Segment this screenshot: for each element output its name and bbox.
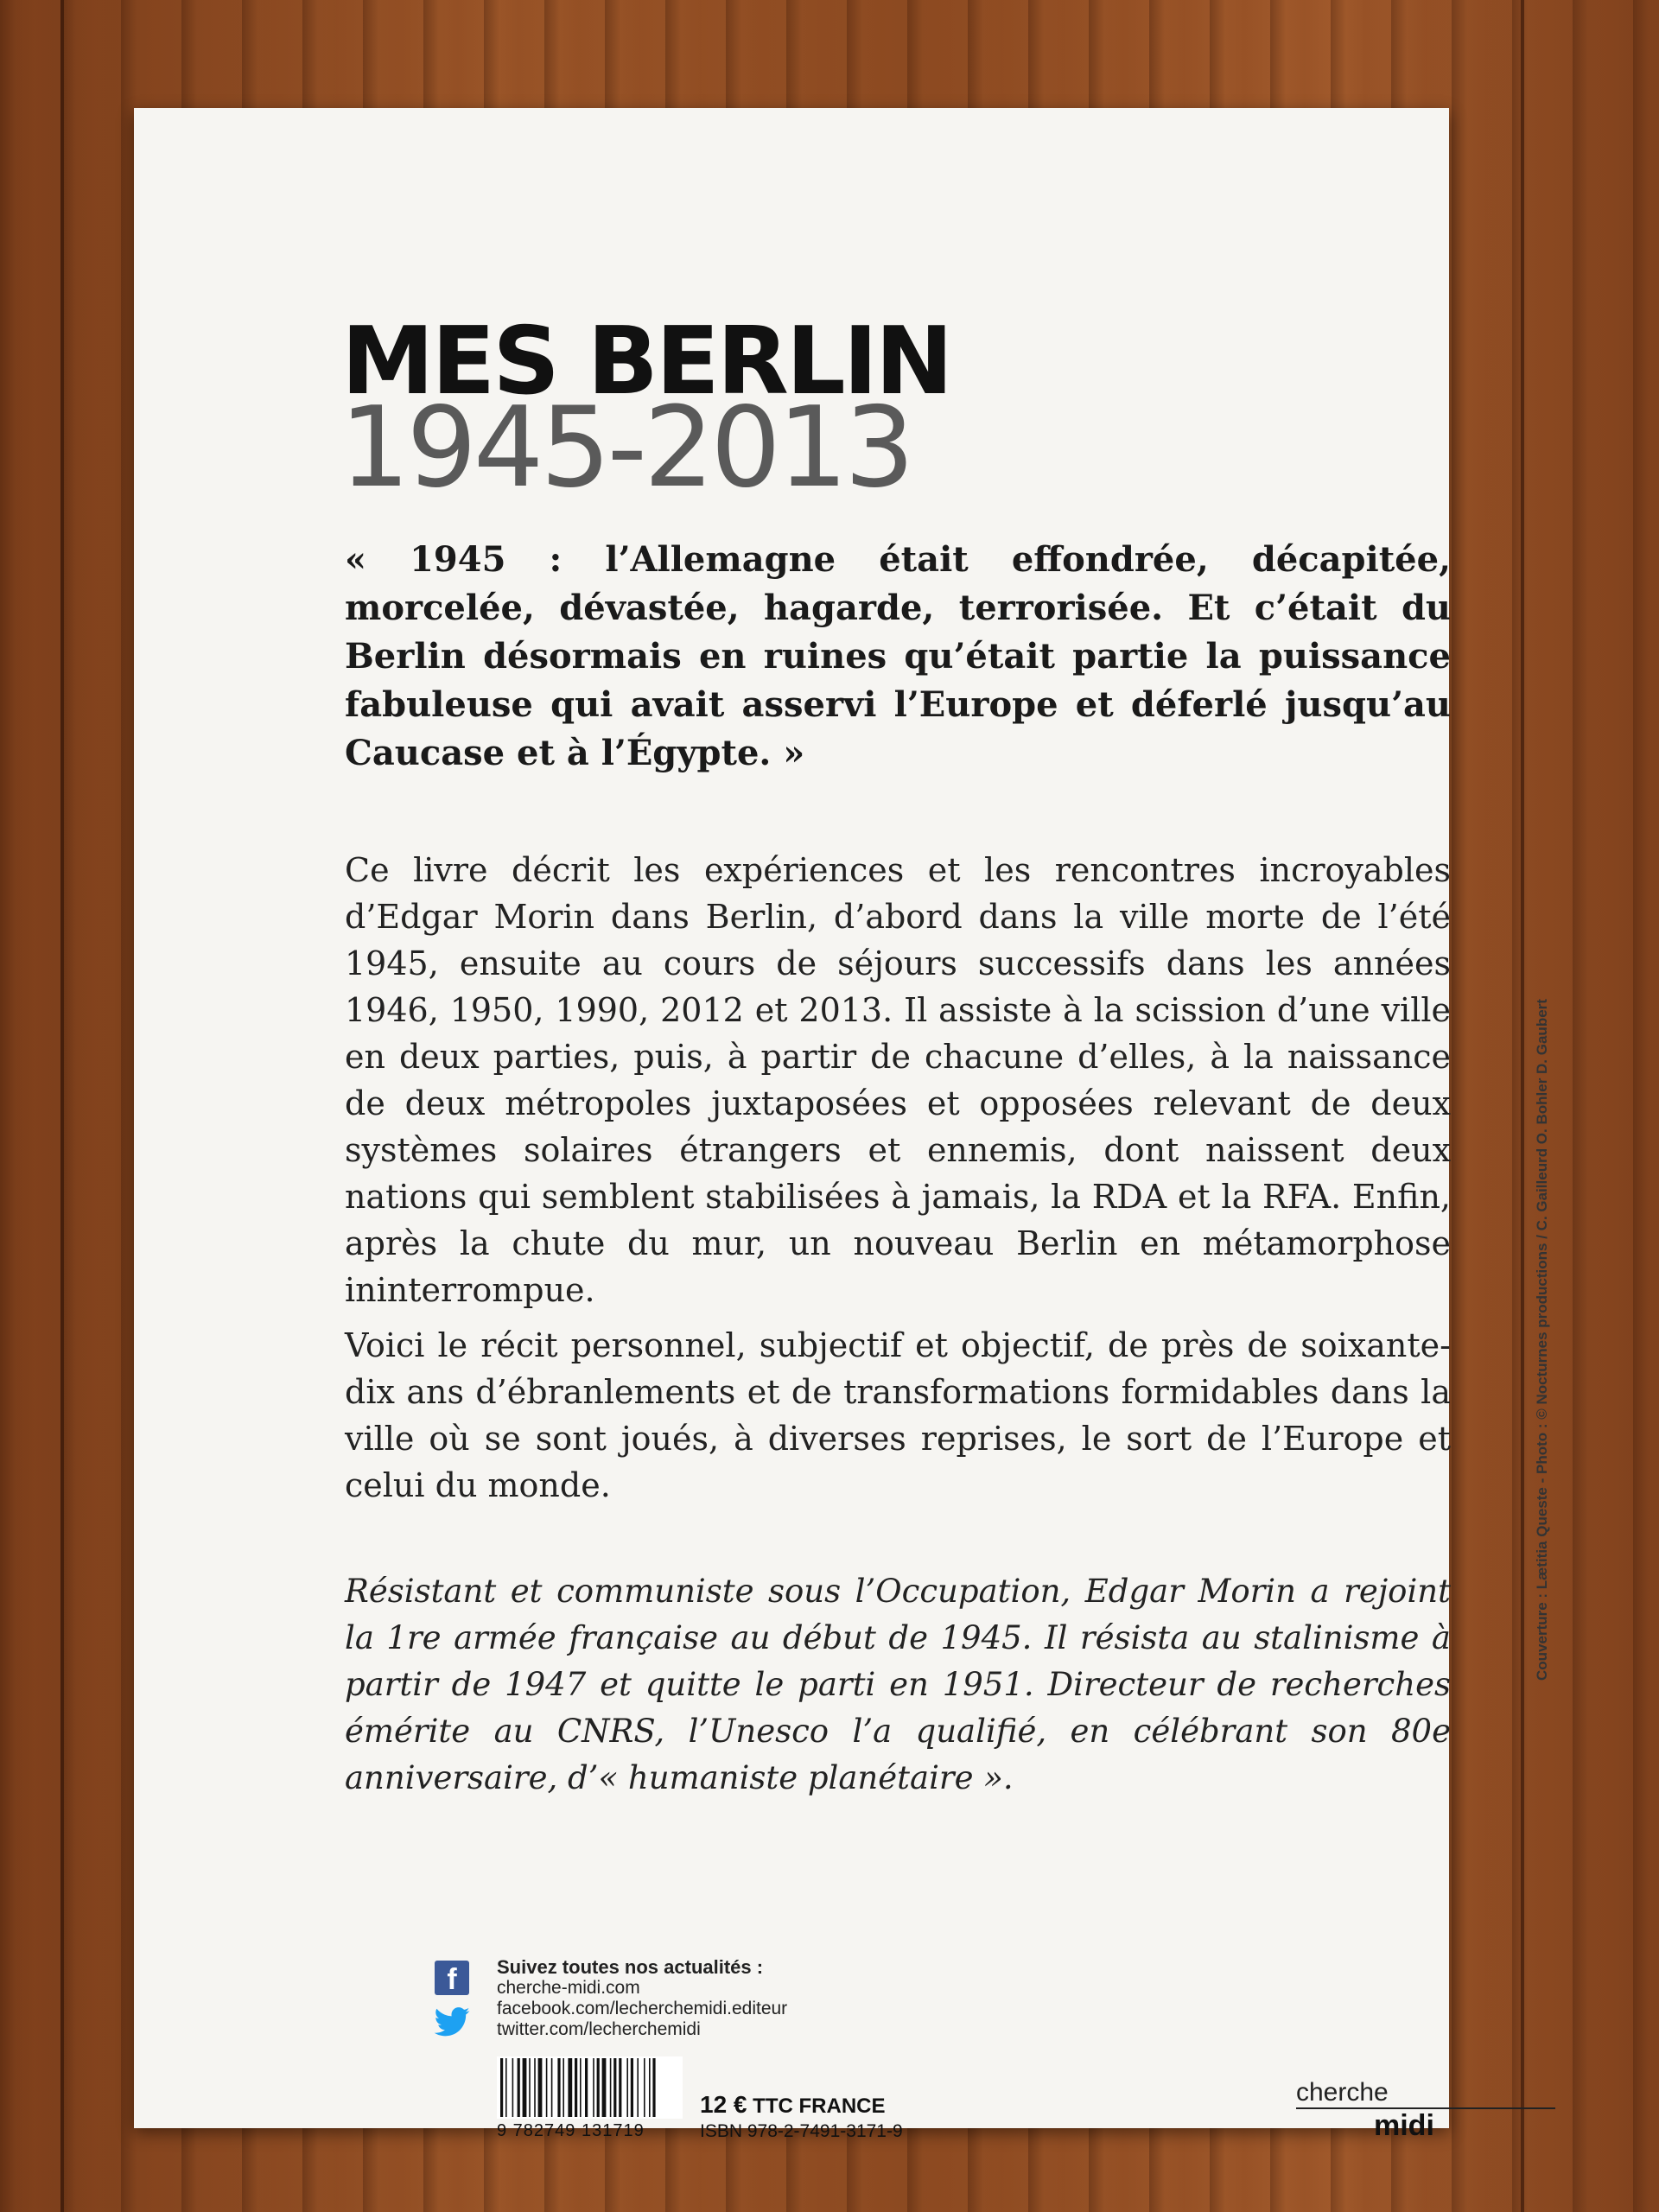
price-suffix: TTC FRANCE [747, 2094, 886, 2118]
logo-top: cherche [1296, 2078, 1389, 2107]
publisher-logo [1296, 2078, 1555, 2142]
description [345, 847, 1451, 1509]
price-value: 12 € [700, 2091, 747, 2118]
social-block [447, 1956, 788, 2040]
social-heading: Suivez toutes nos actualités : [497, 1956, 764, 1978]
book-back-cover [134, 108, 1550, 2142]
facebook-icon: f [435, 1961, 469, 1995]
barcode [497, 2056, 683, 2119]
floor-seam [1521, 0, 1524, 2212]
book-years: 1945-2013 [340, 384, 912, 512]
cover-credit: Couverture : Lætitia Queste - Photo : © Nocturnes productions / C. Gailleurd O. Bohler D. Gaubert [1534, 999, 1550, 1681]
description-paragraph: Ce livre décrit les expériences et les rencontres incroyables d’Edgar Morin dans Berlin, d’abord dans la ville morte de l’été 1945, ensuite au cours de séjours successifs dans les années 1946, 1950, 1990, 2012 et 2013. Il assiste à la scission d’une ville en deux parties, puis, à partir de chacune d’elles, à la naissance de deux métropoles juxtaposées et opposées relevant de deux systèmes solaires étrangers et ennemis, dont naissent deux nations qui semblent stabilisées à jamais, la RDA et la RFA. Enfin, après la chute du mur, un nouveau Berlin en métamorphose ininterrompue. [345, 851, 1451, 1309]
barcode-number: 9 782749 131719 [497, 2121, 645, 2140]
facebook-link[interactable]: facebook.com/lecherchemidi.editeur [497, 1999, 788, 2018]
book-title: MES BERLIN [341, 308, 951, 416]
description-paragraph: Voici le récit personnel, subjectif et objectif, de près de soixante-dix ans d’ébranlements et de transformations formidables dans la ville où se sont joués, à diverses reprises, le sort de l’Europe et celui du monde. [345, 1326, 1451, 1504]
price [700, 2091, 885, 2119]
twitter-icon [433, 2007, 471, 2037]
floor-seam [60, 0, 64, 2212]
site-link[interactable]: cherche-midi.com [497, 1978, 640, 1998]
author-bio: Résistant et communiste sous l’Occupation, Edgar Morin a rejoint la 1re armée française au début de 1945. Il résista au stalinisme à partir de 1947 et quitte le parti en 1951. Directeur de recherches émérite au CNRS, l’Unesco l’a qualifié, en célébrant son 80e anniversaire, d’« humaniste planétaire ». [345, 1573, 1451, 1796]
quote-block: « 1945 : l’Allemagne était effondrée, décapitée, morcelée, dévastée, hagarde, terrorisée. Et c’était du Berlin désormais en ruines qu’était partie la puissance fabuleuse qui avait asservi l’Europe et déferlé jusqu’au Caucase et à l’Égypte. » [345, 539, 1451, 773]
logo-bottom: midi [1374, 2109, 1434, 2142]
twitter-link[interactable]: twitter.com/lecherchemidi [497, 2019, 701, 2039]
isbn: ISBN 978-2-7491-3171-9 [700, 2121, 903, 2141]
